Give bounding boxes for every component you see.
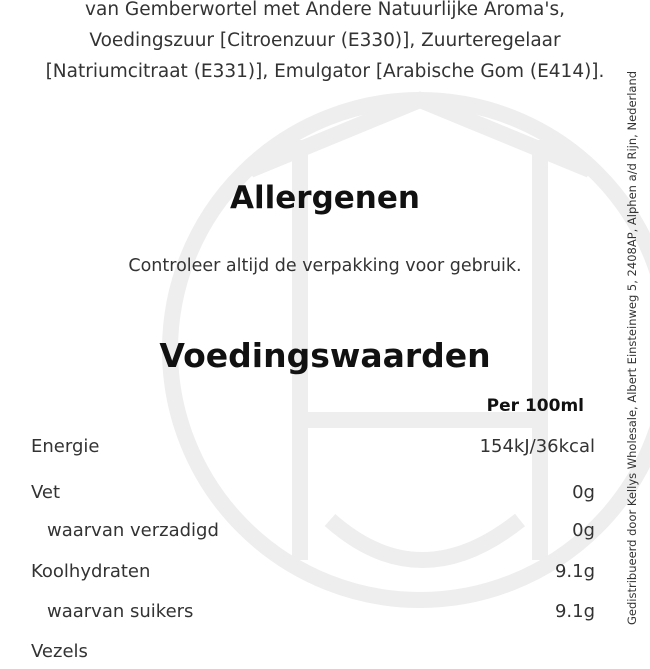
nutrition-value: 0g: [572, 482, 595, 503]
nutrition-value: 0g: [572, 520, 595, 541]
nutrition-value: 154kJ/36kcal: [479, 436, 595, 457]
nutrition-row-fat: [31, 482, 595, 510]
nutrition-label: waarvan verzadigd: [47, 520, 219, 541]
distributor-text: Gedistribueerd door Kellys Wholesale, Albert Einsteinweg 5, 2408AP, Alphen a/d Rijn, Nederland: [625, 70, 639, 625]
nutrition-label: Vet: [31, 482, 61, 503]
nutrition-row-energy: [31, 436, 595, 464]
nutrition-label: Koolhydraten: [31, 561, 151, 582]
nutrition-row-sugars: [31, 601, 595, 629]
nutrition-label: Vezels: [31, 641, 88, 662]
allergens-text: Controleer altijd de verpakking voor gebruik.: [128, 256, 522, 276]
nutrition-value: 9.1g: [554, 561, 595, 582]
ingredients-text: van Gemberwortel met Andere Natuurlijke Aroma's, Voedingszuur [Citroenzuur (E330)], Zuurteregelaar [Natriumcitraat (E331)], Emulgator [Arabische Gom (E414)].: [45, 0, 605, 82]
nutrition-heading: Voedingswaarden: [159, 336, 491, 375]
nutrition-row-saturated: [31, 520, 595, 548]
distributor-side-text: [624, 0, 644, 650]
nutrition-row-carbohydrates: [31, 561, 595, 589]
nutrition-column-header: Per 100ml: [486, 396, 584, 416]
nutrition-row-fibre: [31, 641, 595, 669]
nutrition-label: waarvan suikers: [47, 601, 194, 622]
nutrition-value: 9.1g: [554, 601, 595, 622]
allergens-heading: Allergenen: [230, 180, 420, 216]
nutrition-label: Energie: [31, 436, 100, 457]
